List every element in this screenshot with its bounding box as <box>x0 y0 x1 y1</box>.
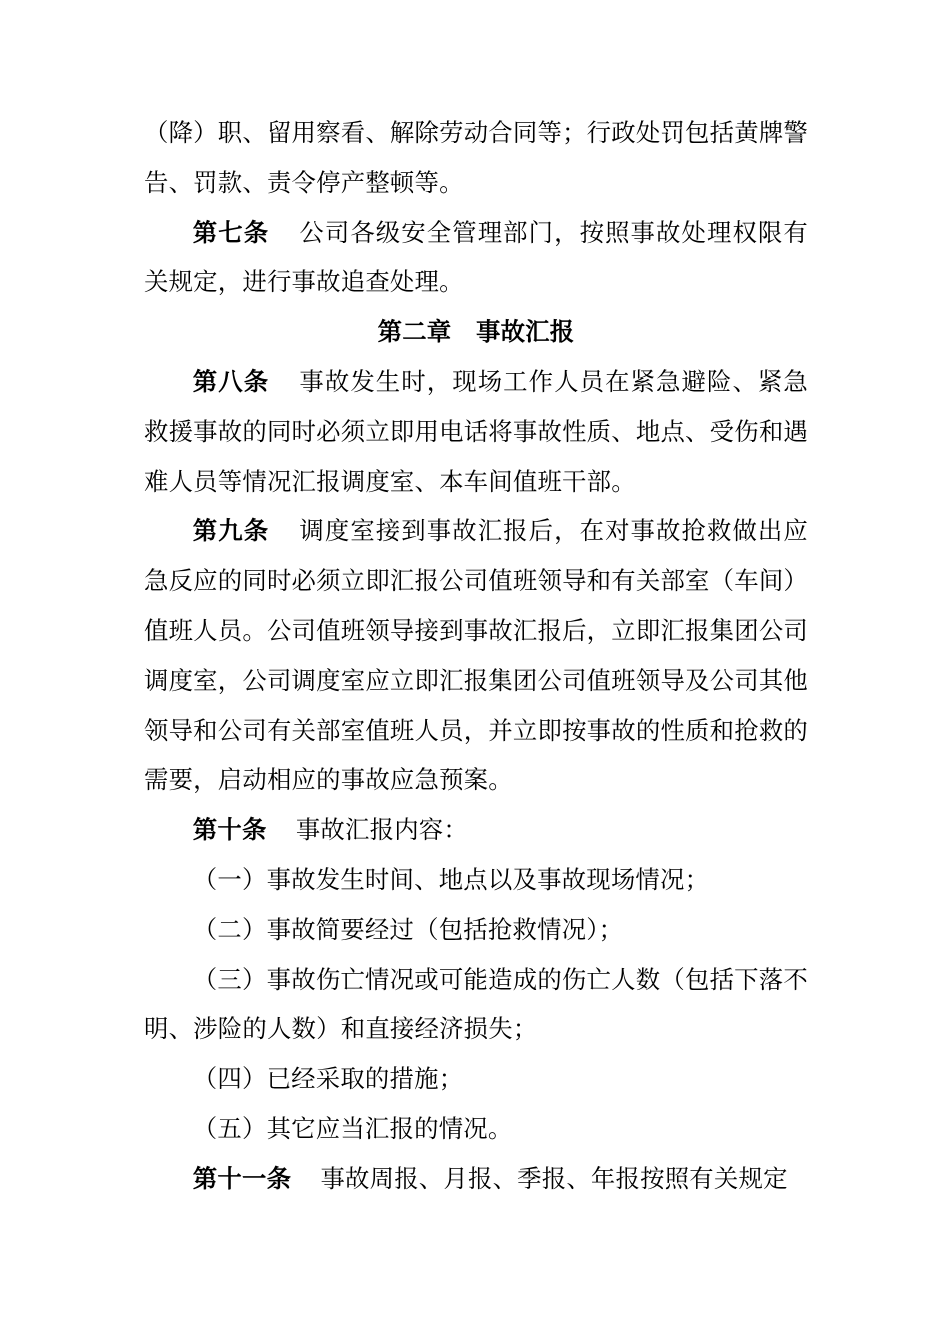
article-8 <box>144 357 808 506</box>
article-label: 第十一条 <box>192 1163 292 1193</box>
list-item-text: （四）已经采取的措施； <box>192 1064 464 1094</box>
article-text: 事故发生时，现场工作人员在紧急避险、紧急救援事故的同时必须立即用电话将事故性质、地点、受伤和遇难人员等情况汇报调度室、本车间值班干部。 <box>144 366 808 496</box>
article-9 <box>144 506 808 805</box>
article-label: 第八条 <box>192 366 270 396</box>
article-text: 事故汇报内容： <box>295 815 468 845</box>
list-item <box>144 1054 808 1104</box>
article-label: 第七条 <box>192 217 270 247</box>
paragraph-text: （降）职、留用察看、解除劳动合同等；行政处罚包括黄牌警告、罚款、责令停产整顿等。 <box>144 118 808 197</box>
article-text: 调度室接到事故汇报后，在对事故抢救做出应急反应的同时必须立即汇报公司值班领导和有关部室（车间）值班人员。公司值班领导接到事故汇报后，立即汇报集团公司调度室，公司调度室应立即汇报集团公司值班领导及公司其他领导和公司有关部室值班人员，并立即按事故的性质和抢救的需要，启动相应的事故应急预案。 <box>144 516 808 795</box>
article-text: 事故周报、月报、季报、年报按照有关规定 <box>320 1163 788 1193</box>
paragraph-continuation <box>144 108 808 208</box>
article-7 <box>144 208 808 308</box>
article-10 <box>144 805 808 855</box>
list-item-text: （二）事故简要经过（包括抢救情况）； <box>192 914 624 944</box>
list-item <box>144 855 808 905</box>
list-item-text: （一）事故发生时间、地点以及事故现场情况； <box>192 864 710 894</box>
list-item-text: （三）事故伤亡情况或可能造成的伤亡人数（包括下落不明、涉险的人数）和直接经济损失； <box>144 964 808 1044</box>
list-item-text: （五）其它应当汇报的情况。 <box>192 1113 513 1143</box>
article-label: 第九条 <box>192 516 270 546</box>
document-body <box>144 108 808 1204</box>
list-item <box>144 905 808 955</box>
article-11 <box>144 1154 808 1204</box>
list-item <box>144 1104 808 1154</box>
list-item <box>144 955 808 1055</box>
article-text: 公司各级安全管理部门，按照事故处理权限有关规定，进行事故追查处理。 <box>144 217 808 297</box>
chapter-heading: 第二章 事故汇报 <box>377 317 575 347</box>
article-label: 第十条 <box>192 815 267 845</box>
